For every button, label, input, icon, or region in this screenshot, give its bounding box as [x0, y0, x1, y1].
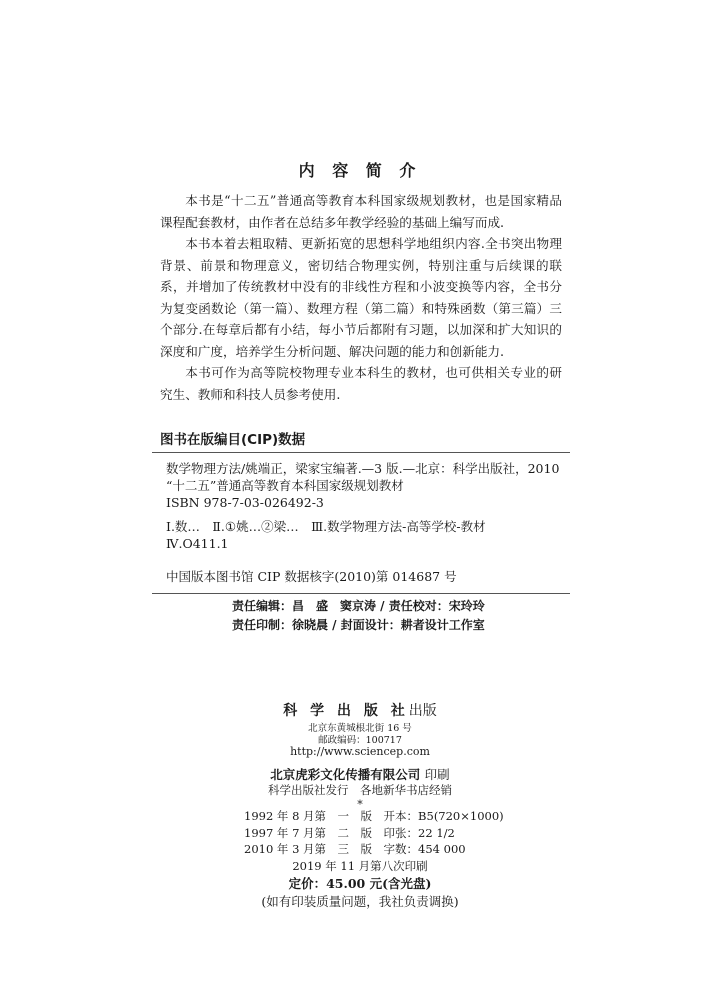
publisher-url: http://www.sciencep.com	[290, 745, 430, 758]
quality-note: (如有印装质量问题，我社负责调换)	[261, 894, 459, 909]
responsibility-line-1: 责任编辑：昌 盛 窦京涛 / 责任校对：宋玲玲	[232, 599, 485, 613]
intro-text	[160, 190, 562, 405]
cip-line: 数学物理方法/姚端正，梁家宝编著.—3 版.—北京：科学出版社，2010	[166, 461, 560, 476]
responsibility-block	[232, 597, 485, 635]
intro-paragraph-3: 本书可作为高等院校物理专业本科生的教材，也可供相关专业的研究生、教师和科技人员参考使用.	[160, 365, 562, 402]
cip-line: “十二五”普通高等教育本科国家级规划教材	[166, 478, 404, 493]
divider	[152, 593, 570, 594]
intro-paragraph-2: 本书本着去粗取精、更新拓宽的思想科学地组织内容.全书突出物理背景、前景和物理意义，密切结合物理实例，特别注重与后续课的联系，并增加了传统教材中没有的非线性方程和小波变换等内容，全书分为复变函数论（第一篇）、数理方程（第二篇）和特殊函数（第三篇）三个部分.在每章后都有小结，每小节后都附有习题，以加深和扩大知识的深度和广度，培养学生分析问题、解决问题的能力和创新能力.	[160, 236, 562, 359]
page-title: 内 容 简 介	[298, 161, 422, 180]
cip-line: Ⅰ.数… Ⅱ.①姚…②梁… Ⅲ.数学物理方法-高等学校-教材	[166, 519, 486, 534]
printer: 北京虎彩文化传播有限公司 印刷	[270, 767, 450, 782]
cip-core-number: 中国版本图书馆 CIP 数据核字(2010)第 014687 号	[166, 569, 457, 584]
responsibility-line-2: 责任印制：徐晓晨 / 封面设计：耕者设计工作室	[232, 618, 485, 632]
separator-star: *	[357, 798, 363, 811]
edition-line: 2010 年 3 月第 三 版 字数：454 000	[244, 842, 466, 856]
intro-paragraph-1: 本书是“十二五”普通高等教育本科国家级规划教材，也是国家精品课程配套教材，由作者在总结多年教学经验的基础上编写而成.	[160, 193, 562, 230]
cip-block-1	[166, 460, 559, 511]
edition-list	[244, 808, 504, 858]
edition-line: 1992 年 8 月第 一 版 开本：B5(720×1000)	[244, 809, 504, 823]
cip-heading: 图书在版编目(CIP)数据	[160, 432, 306, 448]
distribution: 科学出版社发行 各地新华书店经销	[268, 783, 452, 797]
publisher-address: 北京东黄城根北街 16 号	[308, 723, 412, 734]
price: 定价：45.00 元(含光盘)	[288, 876, 432, 891]
edition-line: 1997 年 7 月第 二 版 印张：22 1/2	[244, 825, 455, 840]
cip-line: ISBN 978-7-03-026492-3	[166, 495, 324, 510]
reprint-info: 2019 年 11 月第八次印刷	[292, 859, 428, 873]
divider	[152, 452, 570, 453]
cip-block-2	[166, 518, 486, 552]
publisher-postcode: 邮政编码：100717	[318, 735, 402, 746]
publisher-name: 科 学 出 版 社出版	[283, 703, 437, 719]
cip-line: Ⅳ.O411.1	[166, 536, 229, 551]
